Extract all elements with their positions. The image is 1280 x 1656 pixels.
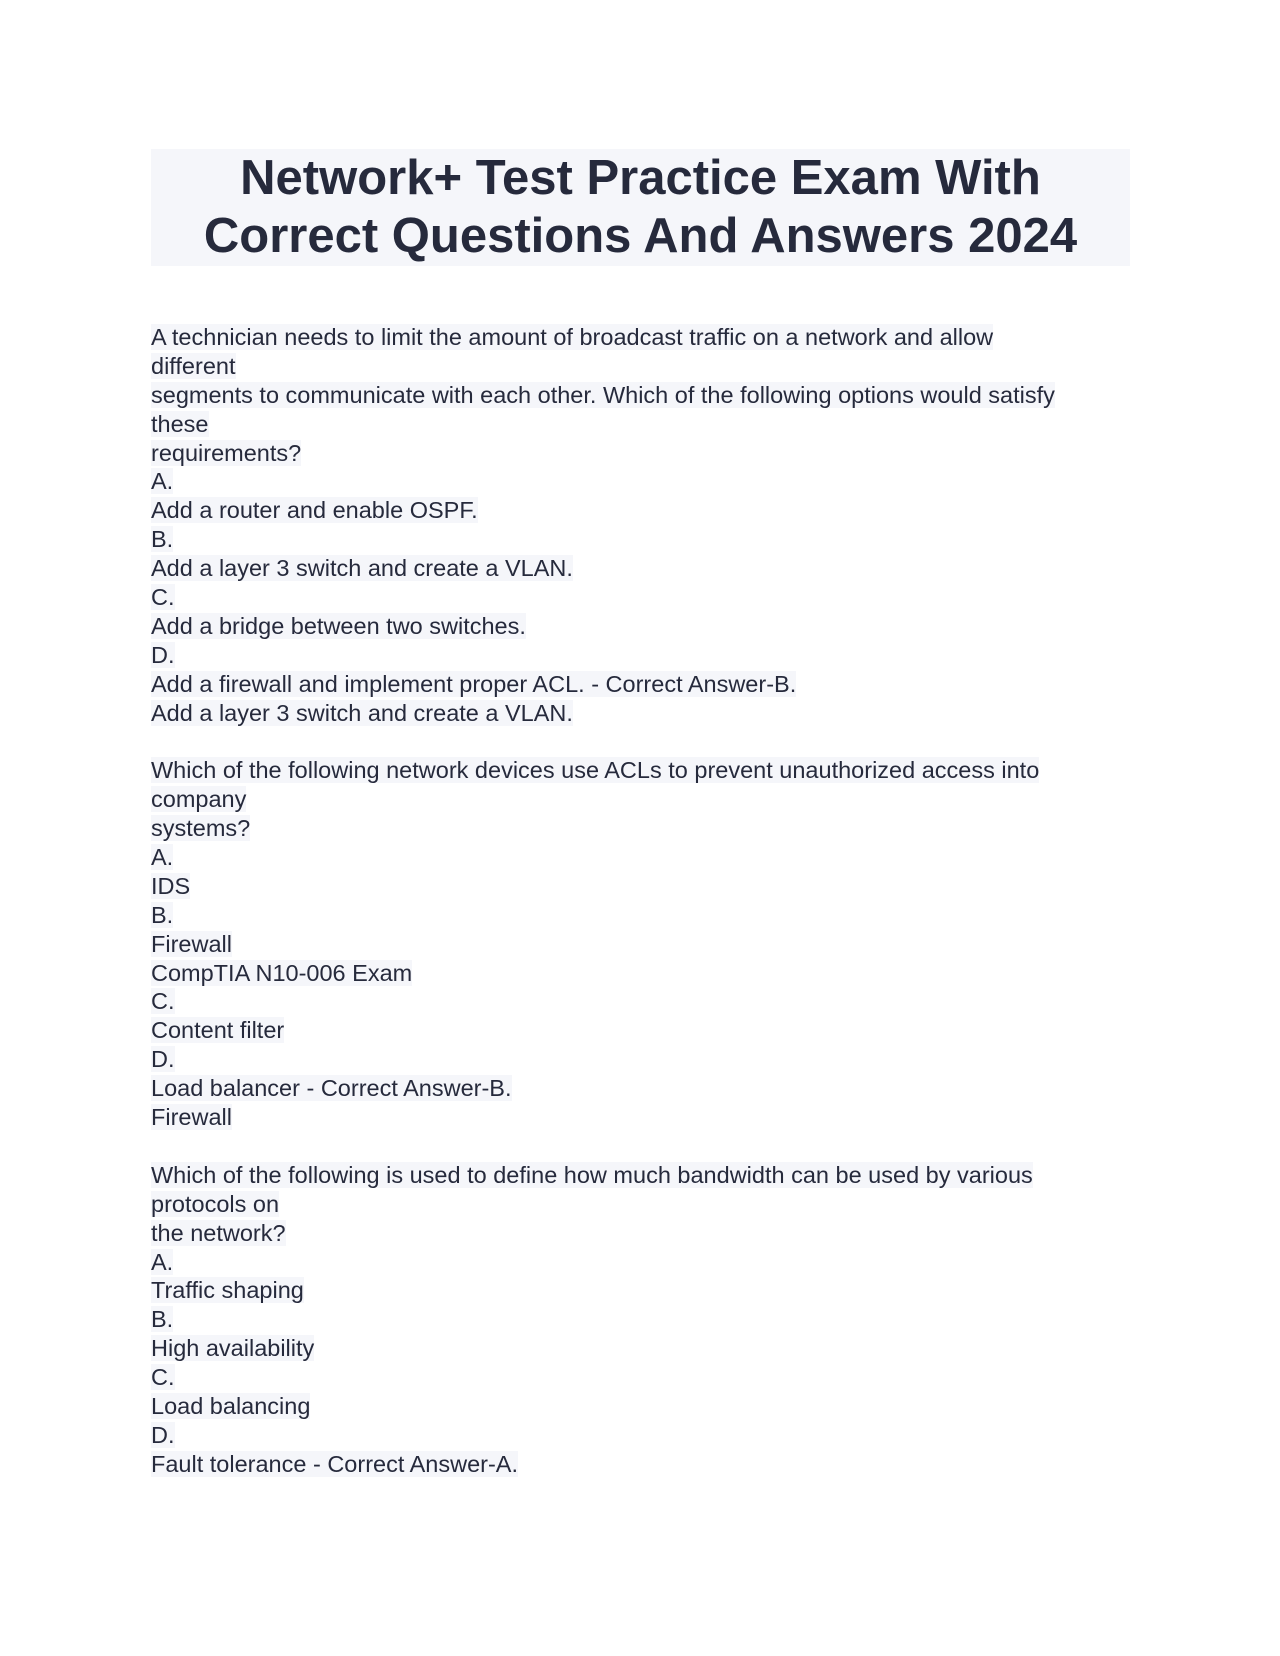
- document-title: [151, 149, 1130, 266]
- option-text: Content filter: [151, 1017, 285, 1044]
- option-letter: D.: [151, 641, 175, 668]
- option-letter: B.: [151, 901, 174, 928]
- document-body: [151, 323, 1151, 1479]
- option-text: Add a router and enable OSPF.: [151, 497, 478, 524]
- question-text-line: requirements?: [151, 439, 302, 466]
- option-letter: C.: [151, 1364, 175, 1391]
- option-letter: A.: [151, 468, 174, 495]
- question-text-line: these: [151, 410, 209, 437]
- option-text-with-answer: Load balancer - Correct Answer-B.: [151, 1075, 512, 1102]
- option-text: Traffic shaping: [151, 1277, 304, 1304]
- option-letter: A.: [151, 1248, 174, 1275]
- question-text-line: protocols on: [151, 1190, 280, 1217]
- question-text-line: A technician needs to limit the amount of broadcast traffic on a network and allow: [151, 324, 994, 350]
- option-letter: C.: [151, 584, 175, 611]
- option-text-with-answer: Fault tolerance - Correct Answer-A.: [151, 1450, 518, 1477]
- answer-text: Firewall: [151, 1104, 232, 1131]
- option-letter: A.: [151, 844, 174, 871]
- title-line-1: Network+ Test Practice Exam With: [240, 151, 1041, 205]
- title-line-2: Correct Questions And Answers 2024: [203, 209, 1078, 263]
- question-block-2: [151, 756, 1151, 1132]
- question-text-line: Which of the following network devices use ACLs to prevent unauthorized access into: [151, 757, 1040, 784]
- option-text: Add a bridge between two switches.: [151, 612, 526, 639]
- question-block-3: [151, 1161, 1151, 1479]
- question-text-line: company: [151, 786, 247, 813]
- option-letter: C.: [151, 988, 175, 1015]
- question-block-1: [151, 323, 1151, 727]
- option-letter: D.: [151, 1421, 175, 1448]
- option-letter: D.: [151, 1046, 175, 1073]
- question-text-line: different: [151, 352, 236, 379]
- option-letter: B.: [151, 1306, 174, 1333]
- question-text-line: the network?: [151, 1219, 286, 1246]
- question-text-line: Which of the following is used to define how much bandwidth can be used by various: [151, 1161, 1033, 1188]
- question-spacer: [151, 1132, 1151, 1161]
- option-text: High availability: [151, 1335, 315, 1362]
- option-letter: B.: [151, 526, 174, 553]
- question-text-line: systems?: [151, 815, 251, 842]
- answer-text: Add a layer 3 switch and create a VLAN.: [151, 699, 573, 726]
- question-text-line: segments to communicate with each other. Which of the following options would satisfy: [151, 381, 1055, 408]
- question-spacer: [151, 727, 1151, 756]
- option-text: Firewall: [151, 930, 232, 957]
- exam-label: CompTIA N10-006 Exam: [151, 959, 413, 986]
- option-text-with-answer: Add a firewall and implement proper ACL. - Correct Answer-B.: [151, 670, 797, 697]
- option-text: Add a layer 3 switch and create a VLAN.: [151, 555, 573, 582]
- option-text: Load balancing: [151, 1392, 311, 1419]
- option-text: IDS: [151, 872, 191, 899]
